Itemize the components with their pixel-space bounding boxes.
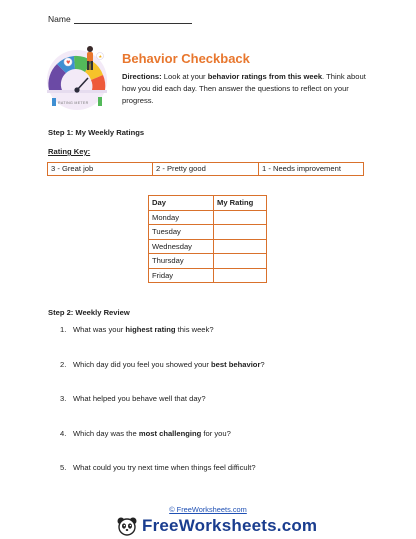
day-cell-monday: Monday [149,210,214,225]
question-number: 1. [60,325,67,334]
day-cell-friday: Friday [149,268,214,283]
table-row [149,254,267,269]
day-cell-tuesday: Tuesday [149,225,214,240]
question-text: What could you try next time when things feel difficult? [73,463,256,472]
rating-key-1: 1 - Needs improvement [259,162,364,176]
question-5 [60,463,256,472]
footer-logo [116,515,317,537]
step1-heading: Step 1: My Weekly Ratings [48,128,145,137]
page-title: Behavior Checkback [122,51,250,66]
directions-bold: behavior ratings from this week [207,72,323,81]
question-text-end: ? [260,360,265,369]
rating-key-box [47,162,364,176]
copyright-link[interactable]: © FreeWorksheets.com [169,505,247,514]
table-row [149,210,267,225]
table-row [149,239,267,254]
directions-text [122,71,372,107]
rating-key-label: Rating Key: [48,147,91,156]
name-field[interactable] [48,14,192,24]
rating-cell-thursday[interactable] [214,254,267,269]
question-text: Which day was the [73,429,139,438]
rating-cell-monday[interactable] [214,210,267,225]
rating-key-2: 2 - Pretty good [153,162,259,176]
question-number: 2. [60,360,67,369]
rating-meter-illustration [44,42,110,110]
rating-cell-friday[interactable] [214,268,267,283]
name-blank-line[interactable] [74,14,192,24]
meter-caption: RATING METER [58,101,89,105]
rating-column-header: My Rating [214,196,267,211]
panda-icon [116,516,138,536]
rating-cell-tuesday[interactable] [214,225,267,240]
directions-label: Directions: [122,72,162,81]
directions-part2: . Think about how you did each day. Then answer the questions to reflect on your progress. [122,72,366,106]
question-text: What was your [73,325,126,334]
svg-text:♥: ♥ [66,60,71,66]
weekly-ratings-table [148,195,267,283]
question-text: Which day did you feel you showed your [73,360,212,369]
rating-cell-wednesday[interactable] [214,239,267,254]
name-label: Name [48,14,71,24]
question-4 [60,429,231,438]
svg-text:★: ★ [98,55,103,60]
logo-text: FreeWorksheets.com [142,516,318,535]
question-3 [60,394,206,403]
question-text: What helped you behave well that day? [73,394,206,403]
table-row [149,225,267,240]
question-bold-text: most challenging [138,429,202,438]
question-text-end: for you? [201,429,231,438]
directions-part1: Look at your [161,72,208,81]
day-cell-thursday: Thursday [149,254,214,269]
day-cell-wednesday: Wednesday [149,239,214,254]
question-text-end: this week? [175,325,214,334]
question-2 [60,360,265,369]
step2-heading: Step 2: Weekly Review [48,308,130,317]
day-column-header: Day [149,196,214,211]
question-number: 4. [60,429,67,438]
question-bold-text: best behavior [211,360,261,369]
table-header-row [149,196,267,211]
rating-key-3: 3 - Great job [47,162,153,176]
table-row [149,268,267,283]
question-1 [60,325,214,334]
question-bold-text: highest rating [125,325,176,334]
question-number: 3. [60,394,67,403]
question-number: 5. [60,463,67,472]
